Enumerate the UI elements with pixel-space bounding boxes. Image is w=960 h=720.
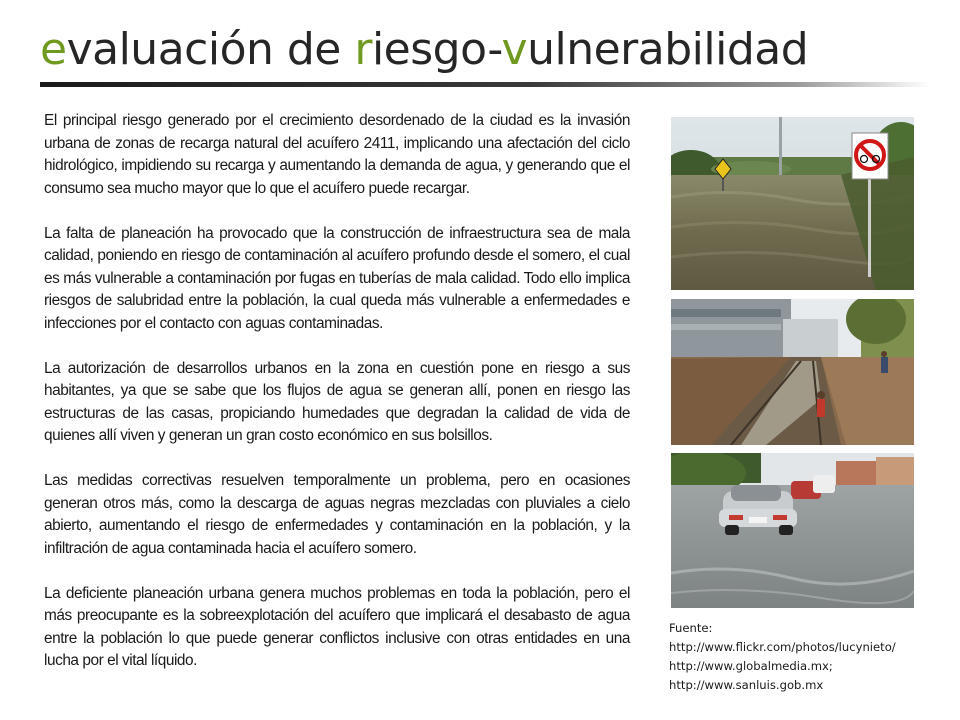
source-label: Fuente:: [669, 621, 713, 635]
paragraph-urban-growth: El principal riesgo generado por el crecimiento desordenado de la ciudad es la invasión urbana de zonas de recarga natural del acuífero 2411, implicando una afectación del ciclo hidrológico, impidiendo su recarga y aumentando la demanda de agua, y generando que el consumo sea mucho mayor que lo que el acuífero puede recargar.: [44, 112, 630, 197]
title-part: e: [40, 24, 67, 75]
title-underline: [40, 82, 930, 87]
paragraph-developments: La autorización de desarrollos urbanos en la zona en cuestión pone en riesgo a sus habitantes, ya que se sabe que los flujos de agua se generan allí, ponen en riesgo las estructuras de las casas, propiciando humedades que degradan la calidad de vida de quienes allí viven y generan un gran costo económico en sus bolsillos.: [44, 359, 630, 444]
paragraph-infrastructure: La falta de planeación ha provocado que la construcción de infraestructura sea de mala calidad, poniendo en riesgo de contaminación al acuífero profundo desde el somero, el cual es más vulnerable a contaminación por fugas en tuberías de mala calidad. Todo ello implica riesgos de salubridad entre la población, la cual queda más vulnerable a enfermedades e infecciones por el contacto con aguas contaminadas.: [44, 224, 630, 332]
title-part: valuación de: [66, 24, 355, 75]
source-credits: [669, 619, 954, 695]
source-url-sanluis[interactable]: http://www.sanluis.gob.mx: [669, 678, 824, 692]
title-part: v: [501, 24, 528, 75]
source-url-globalmedia[interactable]: http://www.globalmedia.mx;: [669, 659, 833, 673]
photo-flooded-cars: [671, 453, 914, 608]
slide-title: [40, 22, 808, 78]
photo-flooded-street: [671, 117, 914, 290]
body-text: [44, 110, 630, 695]
paragraph-corrective-measures: Las medidas correctivas resuelven temporalmente un problema, pero en ocasiones generan otros más, como la descarga de aguas negras mezcladas con pluviales a cielo abierto, aumentando el riesgo de enfermedades y contaminación en la población, y la infiltración de agua contaminada hacia el acuífero somero.: [44, 472, 630, 557]
title-part: r: [354, 24, 372, 75]
paragraph-overexploitation: La deficiente planeación urbana genera muchos problemas en toda la población, pero el más preocupante es la sobreexplotación del acuífero que implicará el desabasto de agua entre la población lo que puede generar conflictos inclusive con otras entidades en una lucha por el vital líquido.: [44, 584, 630, 669]
source-url-flickr[interactable]: http://www.flickr.com/photos/lucynieto/: [669, 640, 896, 654]
photo-trench-construction: [671, 299, 914, 445]
title-part: iesgo-: [371, 24, 502, 75]
title-part: ulnerabilidad: [527, 24, 809, 75]
